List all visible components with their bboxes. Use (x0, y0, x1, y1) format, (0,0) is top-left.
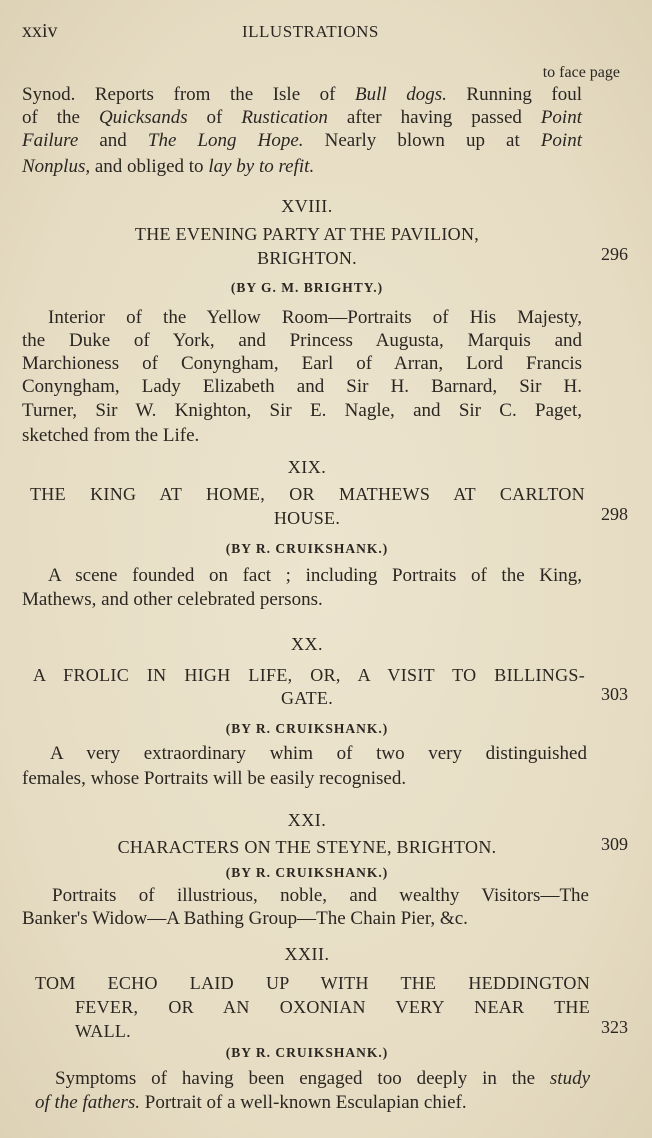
text: Nonplus, (22, 156, 91, 177)
description-line: A very extraordinary whim of two very distinguished (50, 743, 587, 764)
artist-credit: (BY R. CRUIKSHANK.) (225, 1045, 389, 1060)
page-number: 323 (601, 1017, 628, 1037)
plate-title: CHARACTERS ON THE STEYNE, BRIGHTON. (117, 837, 497, 857)
text: Nearly blown up at (303, 130, 541, 151)
page-folio: xxiv (22, 20, 58, 42)
page-number: 309 (601, 834, 628, 854)
plate-title: THE EVENING PARTY AT THE PAVILION, (134, 224, 480, 244)
description-line: Interior of the Yellow Room—Portraits of His Majesty, (48, 307, 582, 328)
text: Point (540, 107, 582, 128)
plate-numeral: XXI. (287, 810, 327, 830)
description-line: Portraits of illustrious, noble, and wealthy Visitors—The (52, 885, 589, 906)
text: Point (540, 130, 582, 151)
plate-title: BRIGHTON. (257, 248, 357, 268)
text: Failure (22, 130, 79, 151)
artist-credit: (BY R. CRUIKSHANK.) (225, 721, 389, 736)
text: Portrait of a well-known Esculapian chief. (140, 1092, 467, 1113)
page-number: 298 (601, 504, 628, 524)
page-number: 296 (601, 244, 628, 264)
plate-title: GATE. (281, 688, 333, 708)
text: lay by to refit. (208, 156, 315, 177)
description-line: Conyngham, Lady Elizabeth and Sir H. Barnard, Sir H. (22, 376, 582, 397)
artist-credit: (BY R. CRUIKSHANK.) (225, 865, 389, 880)
plate-numeral: XX. (291, 634, 323, 654)
plate-numeral: XIX. (287, 457, 327, 477)
text: study (549, 1068, 590, 1089)
plate-title: FEVER, OR AN OXONIAN VERY NEAR THE (75, 997, 590, 1017)
text: Symptoms of having been engaged too deeply in the (55, 1068, 550, 1089)
text: and obliged to (90, 156, 209, 177)
text: Quicksands (98, 107, 188, 128)
description-line (35, 1092, 467, 1114)
artist-credit: (BY G. M. BRIGHTY.) (230, 280, 384, 295)
plate-title: A FROLIC IN HIGH LIFE, OR, A VISIT TO BILLINGS- (33, 665, 585, 685)
description-line: Banker's Widow—A Bathing Group—The Chain Pier, &c. (22, 908, 468, 929)
description-line: A scene founded on fact ; including Portraits of the King, (48, 565, 582, 586)
artist-credit: (BY R. CRUIKSHANK.) (225, 541, 389, 556)
plate-numeral: XVIII. (281, 196, 333, 216)
plate-title: THE KING AT HOME, OR MATHEWS AT CARLTON (30, 484, 585, 504)
description-line: females, whose Portraits will be easily recognised. (22, 768, 407, 789)
to-face-page-label: to face page (542, 64, 620, 81)
plate-title: TOM ECHO LAID UP WITH THE HEDDINGTON (35, 973, 590, 993)
description-line: Mathews, and other celebrated persons. (22, 589, 323, 610)
description-line: Turner, Sir W. Knighton, Sir E. Nagle, and Sir C. Paget, (22, 400, 582, 421)
description-line: sketched from the Life. (22, 425, 200, 446)
text: and (78, 130, 148, 151)
description-line: the Duke of York, and Princess Augusta, Marquis and (22, 330, 582, 351)
text: of the fathers. (35, 1092, 141, 1113)
running-head: ILLUSTRATIONS (242, 22, 379, 41)
text: Synod. Reports from the Isle of (22, 84, 356, 105)
text: of (187, 107, 242, 128)
text: after having passed (327, 107, 541, 128)
page-number: 303 (601, 684, 628, 704)
text: Rustication (241, 107, 328, 128)
plate-numeral: XXII. (284, 944, 330, 964)
description-line: Marchioness of Conyngham, Earl of Arran, Lord Francis (22, 353, 582, 374)
plate-title: WALL. (75, 1021, 131, 1041)
text: of the (22, 107, 99, 128)
text: Running foul (446, 84, 582, 105)
text: Bull dogs. (355, 84, 447, 105)
plate-title: HOUSE. (273, 508, 341, 528)
description-line (55, 1068, 590, 1090)
text: The Long Hope. (147, 130, 304, 151)
